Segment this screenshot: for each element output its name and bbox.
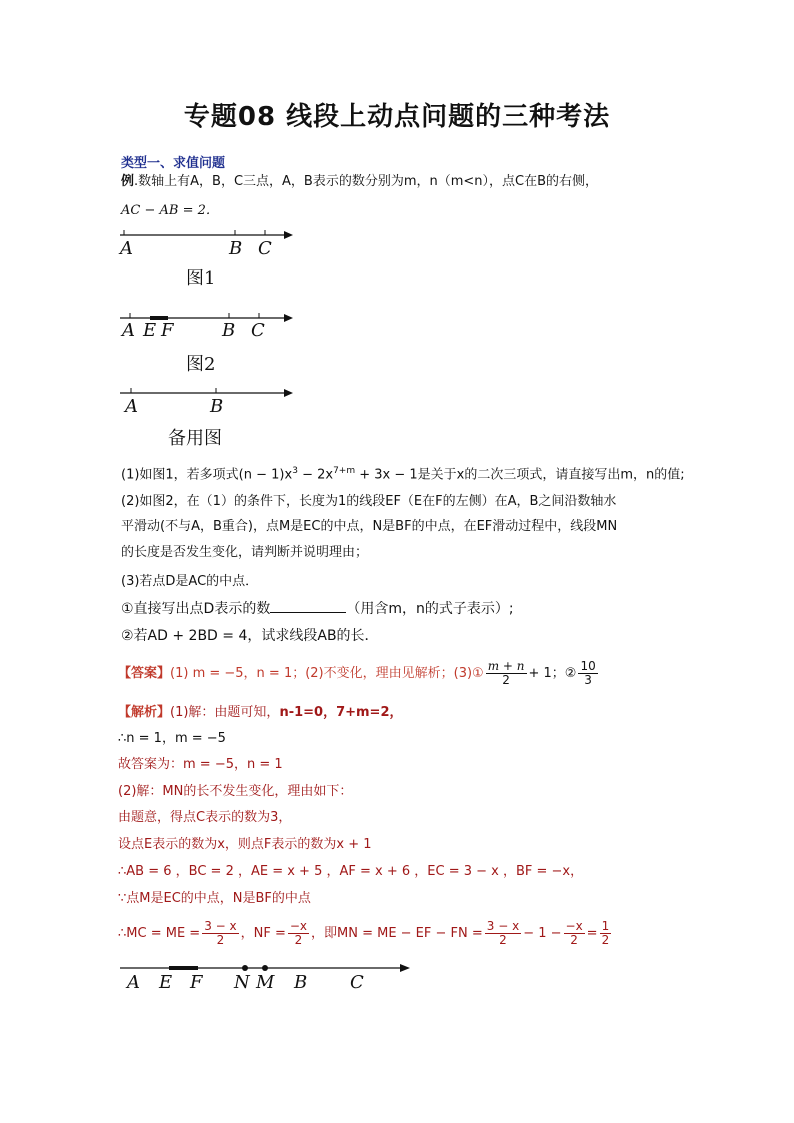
fig2-label-b: B (222, 320, 236, 341)
q1-text-c: + 3x − 1是关于x的二次三项式，请直接写出m，n的值; (355, 467, 685, 483)
fig4-point-n (242, 965, 248, 971)
example-line-1 (121, 172, 598, 192)
question-2-line-3: 的长度是否发生变化，请判断并说明理由； (121, 545, 369, 560)
example-line-2: AC − AB = 2． (121, 203, 219, 218)
fig1-arrow (284, 231, 293, 239)
example-prefix: 例 (121, 174, 135, 189)
answer-blank (270, 600, 346, 613)
analysis-text-1b: n-1=0，7+m=2， (279, 705, 403, 720)
analysis-line-3: 故答案为：m = −5，n = 1 (118, 757, 283, 772)
frac-result: $\frac{1}{2}$ (601, 919, 610, 947)
analysis-line-1 (118, 703, 403, 723)
question-3-1 (121, 599, 514, 619)
fig4-point-m (262, 965, 268, 971)
q1-exp-2: 7+m (333, 466, 356, 476)
analysis-line-8: ∵点M是EC的中点，N是BF的中点 (118, 891, 311, 906)
fig1-label-a: A (120, 238, 133, 259)
analysis-line-6: 设点E表示的数为x，则点F表示的数为x + 1 (118, 837, 372, 852)
question-2-line-1: (2)如图2，在（1）的条件下，长度为1的线段EF（E在F的左侧）在A，B之间沿数轴水 (121, 494, 617, 509)
frac-mc: $\frac{3 - x}{2}$ (204, 919, 237, 947)
fig4-label-b: B (294, 972, 308, 993)
q1-text-b: − 2x (297, 467, 334, 483)
fig3-arrow (284, 389, 293, 397)
fig3-label-a: A (125, 396, 138, 417)
analysis-line-9: ∴MC = ME = $\frac{3 - x}{2}$ ，NF = $\frac{-x}{2}$ ，即MN = ME − EF − FN = $\frac{3 - x}{2}$ − 1 − $\frac{-x}{2}$ = $\frac{1}{2}$ (118, 919, 610, 947)
fig4-label-f: F (190, 972, 203, 993)
analysis-line-5: 由题意，得点C表示的数为3， (118, 810, 292, 825)
analysis-label: 【解析】 (118, 705, 171, 720)
section-heading: 类型一、求值问题 (121, 156, 226, 171)
fig2-label-a: A (122, 320, 135, 341)
page-title: 专题08 线段上动点问题的三种考法 (183, 102, 611, 132)
fig4-label-m: M (256, 972, 275, 993)
fig3-label-b: B (210, 396, 224, 417)
analysis-line-2: ∴n = 1，m = −5 (118, 731, 226, 746)
example-text-1: .数轴上有A，B，C三点，A，B表示的数分别为m，n（m<n），点C在B的右侧， (134, 174, 599, 189)
question-3-2: ②若AD + 2BD = 4，试求线段AB的长． (121, 628, 379, 644)
q3-1-text-b: （用含m，n的式子表示）; (346, 601, 514, 617)
fig4-label-c: C (350, 972, 364, 993)
question-3: (3)若点D是AC的中点． (121, 574, 259, 589)
fig2-label-e: E (143, 320, 157, 341)
answer-label: 【答案】 (118, 666, 171, 681)
fig4-arrow (400, 964, 410, 972)
frac-me: $\frac{3 - x}{2}$ (486, 919, 520, 947)
fig4-label-e: E (159, 972, 173, 993)
fig2-label-f: F (161, 320, 174, 341)
fig2-label-c: C (251, 320, 265, 341)
analysis-text-1a: (1)解：由题可知， (170, 705, 280, 720)
fig4-label-a: A (127, 972, 140, 993)
analysis-line-4: (2)解：MN的长不发生变化，理由如下： (118, 784, 353, 799)
q1-exp-1: 3 (292, 466, 298, 476)
fig4-label-n: N (234, 972, 250, 993)
frac-nf: $\frac{-x}{2}$ (289, 919, 307, 947)
fig2-arrow (284, 314, 293, 322)
q1-text-a: (1)如图1，若多项式(n − 1)x (121, 467, 293, 483)
frac-fn: $\frac{-x}{2}$ (565, 919, 583, 947)
answer-fraction-2: $\frac{10}{3}$ (580, 659, 596, 687)
answer-line (118, 660, 600, 687)
question-2-line-2: 平滑动(不与A，B重合)，点M是EC的中点，N是BF的中点，在EF滑动过程中，线段MN (121, 519, 618, 534)
q3-1-text-a: ①直接写出点D表示的数 (121, 601, 271, 617)
analysis-line-7: ∴AB = 6 ，BC = 2 ，AE = x + 5 ，AF = x + 6 ，EC = 3 − x ，BF = −x， (118, 864, 584, 879)
answer-part-2: + 1；② (528, 666, 577, 681)
fig1-caption: 图1 (186, 268, 216, 289)
fig2-caption: 图2 (186, 354, 216, 375)
fig3-caption: 备用图 (168, 428, 222, 449)
fig1-label-b: B (229, 238, 243, 259)
answer-fraction-1: $\frac{m + n}{2}$ (487, 659, 525, 687)
figure-3-number-line (118, 383, 298, 413)
answer-part-1: (1) m = −5，n = 1；(2)不变化，理由见解析；(3)① (170, 666, 484, 681)
question-1 (121, 461, 685, 485)
fig1-label-c: C (258, 238, 272, 259)
